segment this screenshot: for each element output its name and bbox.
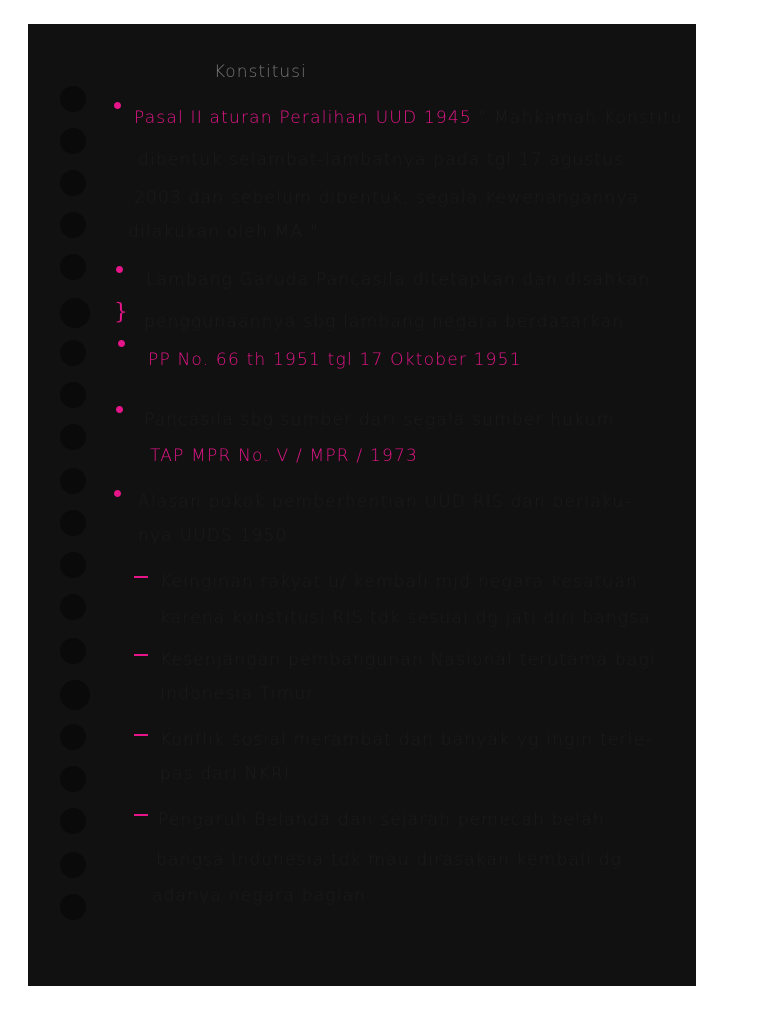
binder-hole — [60, 724, 86, 750]
section-1-reference: Pasal II aturan Peralihan UUD 1945 — [134, 108, 472, 128]
bullet-dot — [114, 102, 121, 109]
sub-item-1-line-1: Keinginan rakyat u/ kembali mjd negara kesatuan — [160, 572, 639, 592]
binder-hole — [60, 468, 86, 494]
binder-hole — [60, 128, 86, 154]
binder-hole — [60, 254, 86, 280]
binder-hole — [60, 808, 86, 834]
section-4-line-2: nya UUDS 1950 — [138, 526, 288, 546]
brace-mark: } — [114, 300, 128, 325]
binder-hole — [60, 552, 86, 578]
section-1-line-3: 2003 dan sebelum dibentuk, segala kewenangannya — [134, 188, 640, 208]
binder-hole — [60, 638, 86, 664]
section-2-regulation: PP No. 66 th 1951 tgl 17 Oktober 1951 — [148, 350, 522, 370]
sub-item-4-line-2: bangsa Indonesia tdk mau dirasakan kembali dg — [156, 850, 622, 870]
section-1-line-1 — [134, 108, 683, 128]
sub-item-1-line-2: karena konstitusi RIS tdk sesuai dg jati diri bangsa — [160, 608, 651, 628]
binder-hole — [60, 298, 90, 328]
sub-item-3-line-2: pas dari NKRI — [160, 764, 291, 784]
page-title: Konstitusi — [214, 62, 307, 82]
section-3-line-1: Pancasila sbg sumber dari segala sumber hukum — [144, 410, 615, 430]
sub-item-3-line-1: Konflik sosial merambat dan banyak yg ingin terle- — [160, 730, 653, 750]
binder-hole — [60, 852, 86, 878]
section-1-line-4: dilakukan oleh MA " — [128, 222, 319, 242]
bullet-dot — [116, 266, 123, 273]
bullet-dot — [116, 406, 123, 413]
section-1-quote-start: " Mahkamah Konstitu — [471, 108, 683, 128]
section-2-line-1: Lambang Garuda Pancasila ditetapkan dan disahkan — [146, 270, 651, 290]
sub-item-4-line-3: adanya negara bagian. — [152, 886, 373, 906]
binder-hole — [60, 424, 86, 450]
section-1-line-2: dibentuk selambat-lambatnya pada tgl 17 agustus — [138, 150, 625, 170]
sub-item-2-line-1: Kesenjangan pembangunan Nasional terutama bagi — [160, 650, 656, 670]
section-3-decree: TAP MPR No. V / MPR / 1973 — [150, 446, 419, 466]
sub-item-2-line-2: Indonesia Timur — [160, 684, 315, 704]
binder-hole — [60, 340, 86, 366]
dash-mark — [134, 814, 148, 816]
dash-mark — [134, 654, 148, 656]
binder-hole — [60, 86, 86, 112]
dash-mark — [134, 734, 148, 736]
bullet-dot — [114, 490, 121, 497]
binder-hole — [60, 382, 86, 408]
binder-hole — [60, 894, 86, 920]
bullet-dot — [118, 340, 125, 347]
binder-hole — [60, 680, 90, 710]
binder-hole — [60, 170, 86, 196]
binder-hole — [60, 594, 86, 620]
binder-hole — [60, 766, 86, 792]
dash-mark — [134, 576, 148, 578]
section-2-line-2: penggunaannya sbg lambang negara berdasarkan — [144, 312, 625, 332]
sub-item-4-line-1: Pengaruh Belanda dan sejarah pemecah belah — [158, 810, 605, 830]
binder-hole — [60, 212, 86, 238]
binder-hole — [60, 510, 86, 536]
section-4-line-1: Alasan pokok pemberhentian UUD RIS dan berlaku- — [138, 492, 632, 512]
